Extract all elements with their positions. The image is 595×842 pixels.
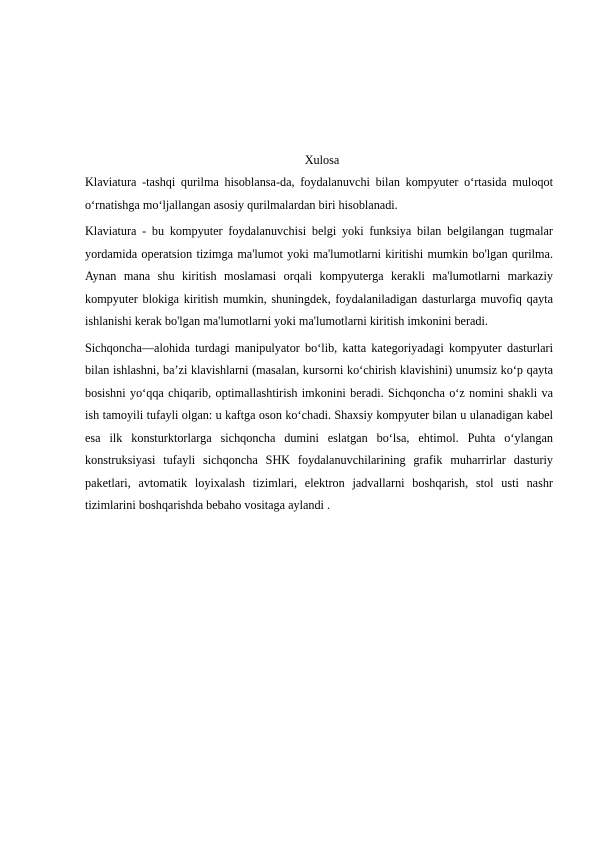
section-title: Xulosa [304, 153, 340, 167]
paragraph-intro: Klaviatura -tashqi qurilma hisoblansa-da, foydalanuvchi bilan kompyuter o‘rtasida muloqot o‘rnatishga mo‘ljallangan asosiy qurilmalardan biri hisoblanadi. [85, 175, 553, 212]
document-body [85, 150, 553, 521]
paragraph-mouse: Sichqoncha—alohida turdagi manipulyator bo‘lib, katta kategoriyadagi kompyuter dasturlari bilan ishlashni, ba’zi klavishlarni (masalan, kursorni ko‘chirish klavishini) unumsiz ko‘p qayta bosishni yo‘qqa chiqarib, optimallashtirish imkonini beradi. Sichqoncha o‘z nomini shakli va ish tamoyili tufayli olgan: u kaftga oson ko‘chadi. Shaxsiy kompyuter bilan u ulanadigan kabel esa ilk konsturktorlarga sichqoncha dumini eslatgan bo‘lsa, ehtimol. Puhta o‘ylangan konstruksiyasi tufayli sichqoncha SHK foydalanuvchilarining grafik muharrirlar dasturiy paketlari, avtomatik loyixalash tizimlari, elektron jadvallarni boshqarish, stol usti nashr tizimlarini boshqarishda bebaho vositaga aylandi . [85, 340, 553, 512]
paragraph-keyboard: Klaviatura - bu kompyuter foydalanuvchisi belgi yoki funksiya bilan belgilangan tugmalar yordamida operatsion tizimga ma'lumot yoki ma'lumotlarni kiritishi mumkin bo'lgan qurilma. Aynan mana shu kiritish moslamasi orqali kompyuterga kerakli ma'lumotlarni markaziy kompyuter blokiga kiritish mumkin, shuningdek, foydalaniladigan dasturlarga muvofiq qayta ishlanishi kerak bo'lgan ma'lumotlarni yoki ma'lumotlarni kiritish imkonini beradi. [85, 224, 553, 328]
